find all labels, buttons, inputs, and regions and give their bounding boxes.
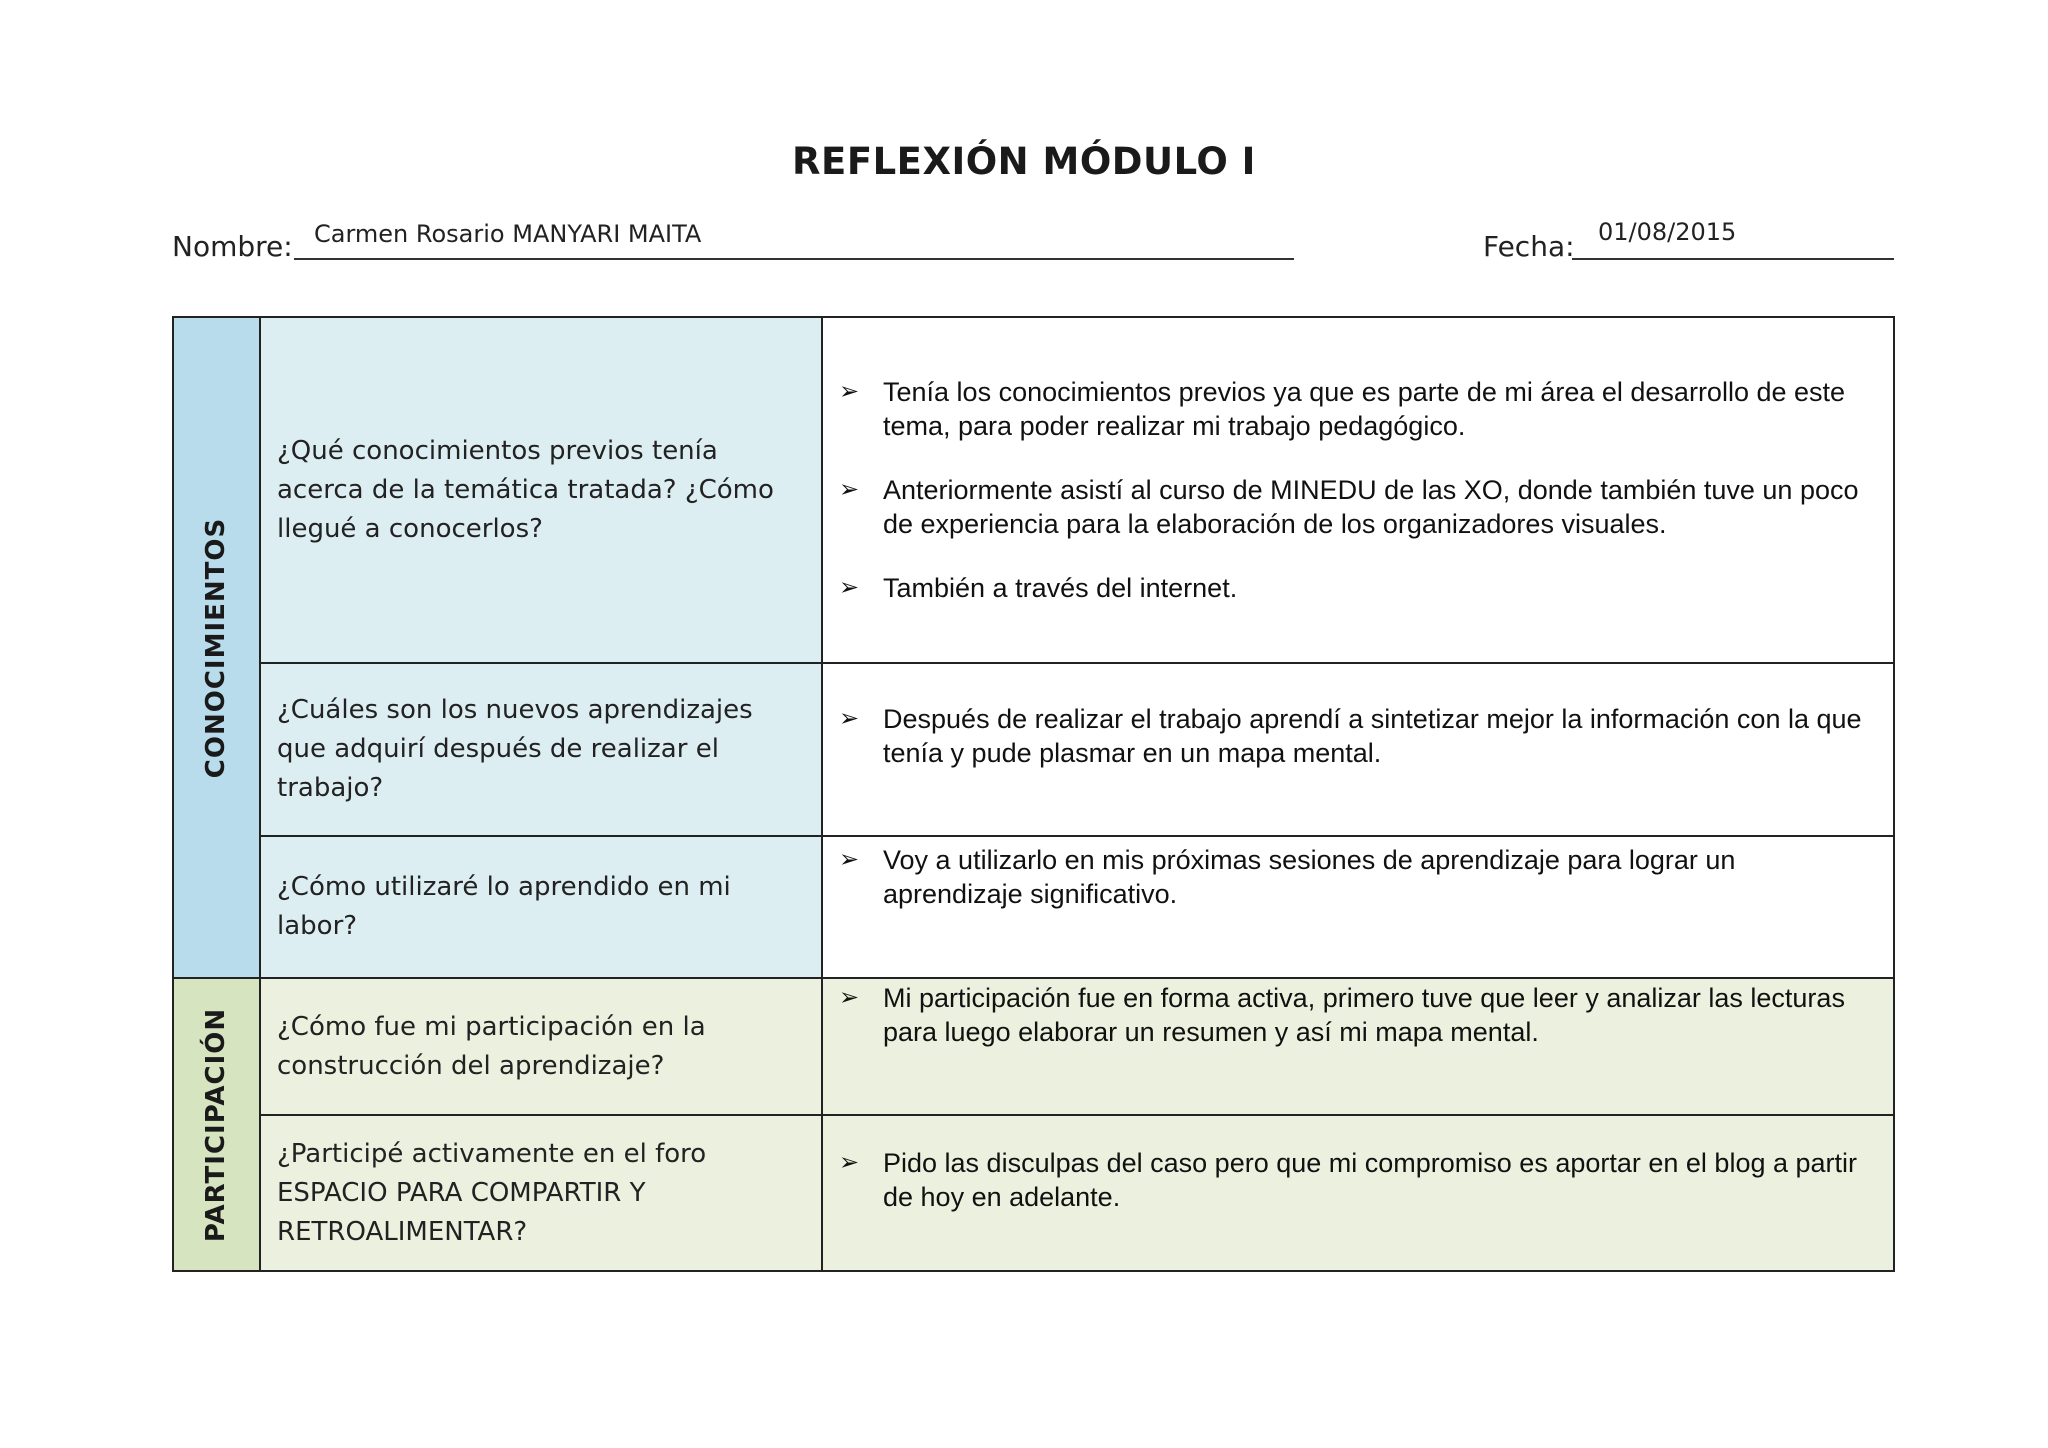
list-item (839, 843, 1875, 911)
answer-text: Anteriormente asistí al curso de MINEDU de las XO, donde también tuve un poco de experiencia para la elaboración de los organizadores visuales. (883, 475, 1859, 539)
arrow-bullet-icon: ➢ (839, 846, 860, 873)
answer-text: Tenía los conocimientos previos ya que es parte de mi área el desarrollo de este tema, para poder realizar mi trabajo pedagógico. (883, 377, 1846, 441)
answer-cell (822, 978, 1894, 1115)
date-value: 01/08/2015 (1598, 218, 1737, 246)
question-cell (260, 1115, 822, 1271)
date-label: Fecha: (1483, 230, 1575, 263)
category-cell-participacion (173, 978, 260, 1271)
question-text: ¿Cómo fue mi participación en la construcción del aprendizaje? (277, 1011, 706, 1081)
name-value: Carmen Rosario MANYARI MAITA (314, 220, 702, 248)
name-underline (294, 258, 1294, 260)
question-text: ¿Qué conocimientos previos tenía acerca de la temática tratada? ¿Cómo llegué a conocerlos? (277, 435, 774, 544)
category-label: CONOCIMIENTOS (201, 517, 232, 778)
table-row (173, 836, 1894, 978)
table-row (173, 978, 1894, 1115)
answer-cell (822, 663, 1894, 836)
question-cell (260, 978, 822, 1115)
answer-cell (822, 836, 1894, 978)
arrow-bullet-icon: ➢ (839, 378, 860, 405)
answer-text: También a través del internet. (883, 573, 1238, 603)
arrow-bullet-icon: ➢ (839, 705, 860, 732)
page-title: REFLEXIÓN MÓDULO I (792, 140, 1256, 183)
question-text: ¿Participé activamente en el foro ESPACIO PARA COMPARTIR Y RETROALIMENTAR? (277, 1138, 707, 1247)
list-item (839, 1146, 1875, 1214)
arrow-bullet-icon: ➢ (839, 476, 860, 503)
table-row (173, 1115, 1894, 1271)
answer-cell (822, 1115, 1894, 1271)
question-cell (260, 317, 822, 663)
list-item (839, 375, 1875, 443)
question-text: ¿Cómo utilizaré lo aprendido en mi labor? (277, 872, 731, 941)
list-item (839, 981, 1875, 1049)
answer-text: Voy a utilizarlo en mis próximas sesiones de aprendizaje para lograr un aprendizaje significativo. (883, 845, 1736, 909)
answer-text: Pido las disculpas del caso pero que mi compromiso es aportar en el blog a partir de hoy en adelante. (883, 1148, 1858, 1212)
question-cell (260, 663, 822, 836)
table-row (173, 663, 1894, 836)
table-row (173, 317, 1894, 663)
arrow-bullet-icon: ➢ (839, 984, 860, 1011)
name-label: Nombre: (172, 230, 293, 263)
answer-text: Después de realizar el trabajo aprendí a sintetizar mejor la información con la que tenía y pude plasmar en un mapa mental. (883, 704, 1862, 768)
question-text: ¿Cuáles son los nuevos aprendizajes que adquirí después de realizar el trabajo? (277, 695, 753, 803)
question-cell (260, 836, 822, 978)
list-item (839, 473, 1875, 541)
category-label: PARTICIPACIÓN (201, 1007, 232, 1242)
answer-text: Mi participación fue en forma activa, primero tuve que leer y analizar las lecturas para luego elaborar un resumen y así mi mapa mental. (883, 983, 1845, 1047)
list-item (839, 702, 1875, 770)
answer-cell (822, 317, 1894, 663)
reflection-table (172, 316, 1895, 1272)
arrow-bullet-icon: ➢ (839, 1149, 860, 1176)
list-item (839, 571, 1875, 605)
date-underline (1572, 258, 1894, 260)
category-cell-conocimientos (173, 317, 260, 978)
arrow-bullet-icon: ➢ (839, 574, 860, 601)
